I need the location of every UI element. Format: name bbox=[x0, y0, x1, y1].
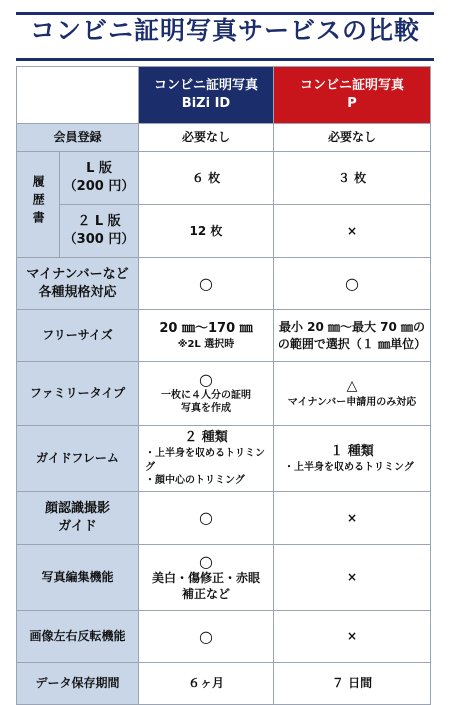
bizi-guide-2: ・顔中心のトリミング bbox=[145, 475, 245, 487]
row-freesize bbox=[17, 310, 431, 362]
p-flip: × bbox=[274, 611, 431, 663]
p-storage: ７ 日間 bbox=[274, 663, 431, 705]
circle-mark: ○ bbox=[199, 626, 213, 646]
label-resume-2l-1: ２ L 版 bbox=[77, 214, 121, 230]
bizi-guide-title: ２ 種類 bbox=[184, 430, 228, 446]
circle-mark: ○ bbox=[199, 273, 213, 293]
label-family: ファミリータイプ bbox=[17, 362, 139, 426]
circle-mark: ○ bbox=[199, 508, 213, 528]
label-face-1: 顔認識撮影 bbox=[44, 501, 110, 517]
row-flip bbox=[17, 611, 431, 663]
label-resume-group bbox=[17, 152, 60, 258]
p-membership: 必要なし bbox=[274, 124, 431, 152]
bizi-freesize-2: ※2L 選択時 bbox=[177, 338, 235, 350]
bizi-flip bbox=[139, 611, 274, 663]
bizi-family-2: 写真を作成 bbox=[181, 403, 231, 415]
row-mynumber bbox=[17, 258, 431, 310]
label-mynumber bbox=[17, 258, 139, 310]
p-family bbox=[274, 362, 431, 426]
bizi-guide bbox=[139, 426, 274, 492]
bizi-freesize bbox=[139, 310, 274, 362]
row-face bbox=[17, 492, 431, 545]
header-bizi-id bbox=[139, 67, 274, 124]
label-flip: 画像左右反転機能 bbox=[17, 611, 139, 663]
row-storage bbox=[17, 663, 431, 705]
p-family-1: マイナンバー申請用のみ対応 bbox=[287, 397, 417, 409]
circle-mark: ○ bbox=[199, 551, 213, 571]
bizi-family bbox=[139, 362, 274, 426]
row-guide bbox=[17, 426, 431, 492]
label-face-2: ガイド bbox=[58, 519, 97, 534]
row-family bbox=[17, 362, 431, 426]
p-resume-2l: × bbox=[274, 205, 431, 258]
bizi-face bbox=[139, 492, 274, 545]
label-freesize: フリーサイズ bbox=[17, 310, 139, 362]
row-resume-2l bbox=[17, 205, 431, 258]
bizi-resume-2l: 12 枚 bbox=[139, 205, 274, 258]
bizi-family-1: 一枚に４人分の証明 bbox=[161, 389, 251, 401]
label-resume-2l bbox=[60, 205, 139, 258]
header-bizi-line2: BiZi ID bbox=[181, 96, 231, 111]
p-face: × bbox=[274, 492, 431, 545]
row-resume-l bbox=[17, 152, 431, 205]
p-guide-1: ・上半身を収めるトリミング bbox=[284, 461, 414, 473]
p-mynumber bbox=[274, 258, 431, 310]
bizi-membership: 必要なし bbox=[139, 124, 274, 152]
label-resume-2l-2: （300 円） bbox=[63, 232, 135, 247]
row-membership bbox=[17, 124, 431, 152]
bizi-edit bbox=[139, 545, 274, 611]
row-edit bbox=[17, 545, 431, 611]
p-freesize-2: の範囲で選択（１ ㎜単位） bbox=[277, 336, 427, 351]
header-row bbox=[17, 67, 431, 124]
triangle-mark: △ bbox=[346, 378, 358, 395]
header-p-line2: P bbox=[347, 96, 357, 111]
bizi-edit-1: 美白・傷修正・赤眼 bbox=[151, 571, 260, 586]
header-bizi-line1: コンビニ証明写真 bbox=[153, 78, 258, 94]
bizi-freesize-1: 20 ㎜～170 ㎜ bbox=[159, 320, 253, 336]
comparison-table bbox=[16, 66, 431, 705]
p-freesize bbox=[274, 310, 431, 362]
header-p bbox=[274, 67, 431, 124]
p-guide bbox=[274, 426, 431, 492]
label-mynumber-1: マイナンバーなど bbox=[26, 266, 129, 282]
bizi-resume-l: ６ 枚 bbox=[139, 152, 274, 205]
p-resume-l: ３ 枚 bbox=[274, 152, 431, 205]
page-title: コンビニ証明写真サービスの比較 bbox=[29, 16, 420, 45]
p-edit: × bbox=[274, 545, 431, 611]
bizi-edit-2: 補正など bbox=[181, 587, 230, 602]
p-guide-title: １ 種類 bbox=[330, 443, 374, 459]
label-resume-l bbox=[60, 152, 139, 205]
bizi-storage: ６ヶ月 bbox=[139, 663, 274, 705]
label-resume-l-2: （200 円） bbox=[63, 179, 135, 194]
p-freesize-1: 最小 20 ㎜～最大 70 ㎜の bbox=[278, 320, 426, 335]
bizi-mynumber bbox=[139, 258, 274, 310]
header-p-line1: コンビニ証明写真 bbox=[299, 78, 404, 94]
circle-mark: ○ bbox=[199, 370, 213, 390]
bizi-guide-1: ・上半身を収めるトリミング bbox=[145, 448, 265, 473]
circle-mark: ○ bbox=[345, 273, 359, 293]
header-blank-cell bbox=[17, 67, 139, 124]
label-membership: 会員登録 bbox=[17, 124, 139, 152]
label-edit: 写真編集機能 bbox=[17, 545, 139, 611]
label-mynumber-2: 各種規格対応 bbox=[38, 284, 117, 300]
label-guide: ガイドフレーム bbox=[17, 426, 139, 492]
label-storage: データ保存期間 bbox=[17, 663, 139, 705]
resume-group-text: 履歴書 bbox=[31, 175, 46, 230]
label-resume-l-1: L 版 bbox=[86, 161, 112, 177]
title-rule-bottom bbox=[16, 58, 434, 61]
label-face bbox=[17, 492, 139, 545]
